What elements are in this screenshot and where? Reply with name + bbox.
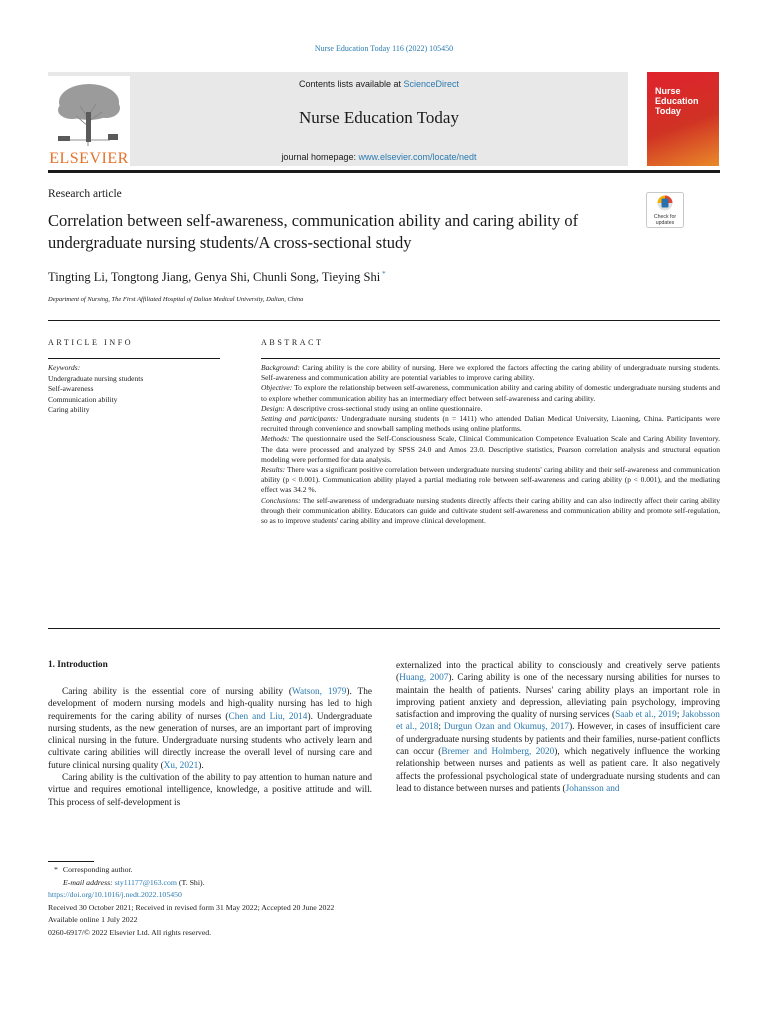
svg-text:Check for: Check for — [653, 214, 677, 220]
citation-link[interactable]: Huang, 2007 — [399, 673, 449, 684]
keyword-item: Caring ability — [48, 405, 90, 414]
title-divider — [48, 320, 720, 321]
contents-prefix: Contents lists available at — [298, 79, 404, 89]
body-text: ). Caring ability is one of the necessary nursing abilities for nurses to maintain the health of patients. Nurses' caring ability plays an important role in improving patient anxiety and depression, alleviating pain psychology, improving satisfaction and improving the quality of nursing services ( — [396, 673, 720, 721]
corresponding-note — [48, 864, 334, 877]
body-paragraph — [48, 772, 372, 809]
body-paragraph — [48, 686, 372, 772]
corresponding-author-mark[interactable]: * — [382, 270, 386, 278]
body-text: ). However, in cases of insufficient care of undergraduate nursing students by patients and their families, nurse-patient conflicts can occur ( — [396, 722, 720, 758]
abstract-section-label: Conclusions: — [261, 495, 301, 505]
abstract-section-text: The questionnaire used the Self-Consciousness Scale, Clinical Communication Competence Evaluation Scale and Caring Ability Inventory. The data were processed and analyzed by SPSS 24.0 and Amos 23.0. Descriptive statistics, Pearson correlation analysis and structural equation modeling were performed for data analysis. — [261, 434, 720, 464]
citation-link[interactable]: Xu, 2021 — [163, 760, 199, 771]
abstract-section-label: Results: — [261, 465, 286, 475]
doi-line — [48, 889, 334, 902]
copyright: 0260-6917/© 2022 Elsevier Ltd. All rights reserved. — [48, 927, 212, 937]
body-text: ). Undergraduate nursing students, as the new generation of nurses, are an important part of improving clinical nursing in the future. Undergraduate nursing students who actively learn and cultivate caring abilities will directly increase the overall level of nursing care and future clinical nursing quality ( — [48, 711, 372, 771]
abstract-section-text: To explore the relationship between self-awareness, communication ability and caring ability of domestic undergraduate nursing students and to explore whether communication ability has an intermediary effect between self-awareness and caring ability. — [261, 383, 720, 403]
keyword-item: Self-awareness — [48, 384, 94, 393]
abstract-section-label: Setting and participants: — [261, 414, 339, 424]
authors-text: Tingting Li, Tongtong Jiang, Genya Shi, Chunli Song, Tieying Shi — [48, 270, 381, 285]
homepage-line — [130, 152, 628, 162]
sciencedirect-link[interactable]: ScienceDirect — [403, 79, 460, 89]
body-text: ; — [676, 710, 682, 721]
abstract-section-label: Methods: — [261, 434, 290, 444]
abstract-section — [261, 496, 720, 527]
article-title: Correlation between self-awareness, communication ability and caring ability of undergraduate nursing students/A cross-sectional study — [48, 211, 579, 252]
keyword-list — [48, 374, 143, 416]
abstract-section-label: Background: — [261, 363, 300, 372]
abstract-section-label: Objective: — [261, 383, 293, 393]
email-link[interactable]: sty11177@163.com — [114, 877, 177, 887]
available-online: Available online 1 July 2022 — [48, 915, 138, 924]
homepage-link[interactable]: www.elsevier.com/locate/nedt — [358, 152, 477, 162]
corresponding-note-text: Corresponding author. — [62, 865, 133, 874]
keywords-label: Keywords: — [48, 363, 81, 372]
publisher-wordmark: ELSEVIER — [49, 150, 129, 167]
abstract-section — [261, 383, 720, 403]
abstract-section — [261, 363, 720, 383]
abstract-divider — [48, 628, 720, 629]
doi-link[interactable]: https://doi.org/10.1016/j.nedt.2022.105450 — [48, 890, 182, 899]
abstract-rule — [261, 358, 720, 359]
footnote-rule — [48, 861, 94, 862]
abstract-section-text: Undergraduate nursing students (n = 1411) who attended Dalian Medical University, Liaoning, China. Participants were recruited through convenience and snowball sampling methods using online platforms. — [261, 414, 720, 434]
body-text: externalized into the practical ability to consciously and creatively serve patients ( — [396, 661, 720, 684]
homepage-prefix: journal homepage: — [281, 152, 359, 162]
article-info-rule — [48, 358, 220, 359]
abstract-section — [261, 465, 720, 496]
check-for-updates-button[interactable] — [646, 192, 684, 228]
article-type: Research article — [48, 188, 122, 200]
body-column-right — [396, 660, 720, 795]
header-divider — [48, 170, 720, 173]
cover-title: Nurse Education Today — [655, 86, 699, 116]
body-column-left — [48, 686, 372, 809]
email-suffix: (T. Shi). — [178, 877, 205, 887]
body-text: ), which negatively influence the working relationship between nurses and patients as well as patient care. It also negatively affects the professional psychological state of undergraduate nursing students and can lead to distance between nurses and patients ( — [396, 747, 720, 794]
keywords-block — [48, 363, 143, 416]
abstract-section — [261, 404, 720, 414]
article-info-heading: ARTICLE INFO — [48, 338, 134, 347]
citation-link[interactable]: Saab et al., 2019 — [615, 710, 677, 721]
body-text: ). The development of modern nursing models and high-quality nursing has led to high requirements for the caring ability of nurses ( — [48, 687, 373, 722]
check-updates-icon — [646, 192, 684, 228]
email-note — [48, 877, 334, 890]
email-label: E-mail address: — [63, 877, 113, 887]
citation-link[interactable]: Bremer and Holmberg, 2020 — [441, 747, 555, 758]
section-heading-introduction: 1. Introduction — [48, 660, 108, 670]
contents-line — [130, 79, 628, 89]
body-text: ). — [198, 760, 204, 771]
abstract-section — [261, 434, 720, 465]
abstract-section-text: A descriptive cross-sectional study using an online questionnaire. — [284, 403, 483, 413]
affiliation: Department of Nursing, The First Affiliated Hospital of Dalian Medical University, Dalian, China — [48, 296, 304, 303]
received-dates: Received 30 October 2021; Received in revised form 31 May 2022; Accepted 20 June 2022 — [48, 902, 335, 912]
journal-citation[interactable]: Nurse Education Today 116 (2022) 105450 — [314, 44, 454, 53]
citation-link[interactable]: Watson, 1979 — [291, 687, 347, 697]
abstract-section — [261, 414, 720, 434]
body-text: Caring ability is the essential core of nursing ability ( — [62, 687, 292, 697]
citation-link[interactable]: Chen and Liu, 2014 — [228, 711, 308, 722]
keyword-item: Undergraduate nursing students — [48, 373, 144, 383]
body-paragraph — [396, 660, 720, 795]
abstract-section-text: There was a significant positive correlation between undergraduate nursing students' caring ability and their self-awareness and communication ability (p < 0.001). Communication ability played a partial mediating role between self-awareness and caring ability (p < 0.001), and the mediating effect was 34.2 %. — [261, 465, 720, 495]
abstract-section-text: The self-awareness of undergraduate nursing students directly affects their caring ability and can also indirectly affect their caring ability through their communication ability. Educators can guide and cultivate student self-awareness and communication ability and promote self-regulation, so as to improve students' caring ability and improve clinical development. — [261, 495, 720, 526]
author-list — [48, 270, 386, 285]
abstract-body — [261, 363, 720, 526]
abstract-section-text: Caring ability is the core ability of nursing. Here we explored the factors affecting the caring ability of undergraduate nursing students. Self-awareness and communication ability are potential variables to improve caring ability. — [261, 363, 720, 383]
citation-link[interactable]: Jakobsson et al., 2018 — [396, 710, 720, 733]
keyword-item: Communication ability — [48, 394, 118, 404]
journal-title: Nurse Education Today — [299, 108, 459, 127]
abstract-heading: ABSTRACT — [261, 338, 324, 347]
citation-link[interactable]: Durgun Ozan and Okumuş, 2017 — [443, 722, 570, 733]
corresponding-note-mark: * — [54, 865, 58, 874]
body-text: ; — [438, 722, 444, 733]
footnotes — [48, 864, 334, 939]
svg-text:updates: updates — [655, 220, 675, 226]
body-text: Caring ability is the cultivation of the ability to pay attention to human nature and virtue and requires emotional intelligence, knowledge, a positive attitude and will. This process of self-development is — [48, 773, 372, 808]
citation-link[interactable]: Johansson and — [565, 783, 620, 794]
abstract-section-label: Design: — [261, 403, 285, 413]
